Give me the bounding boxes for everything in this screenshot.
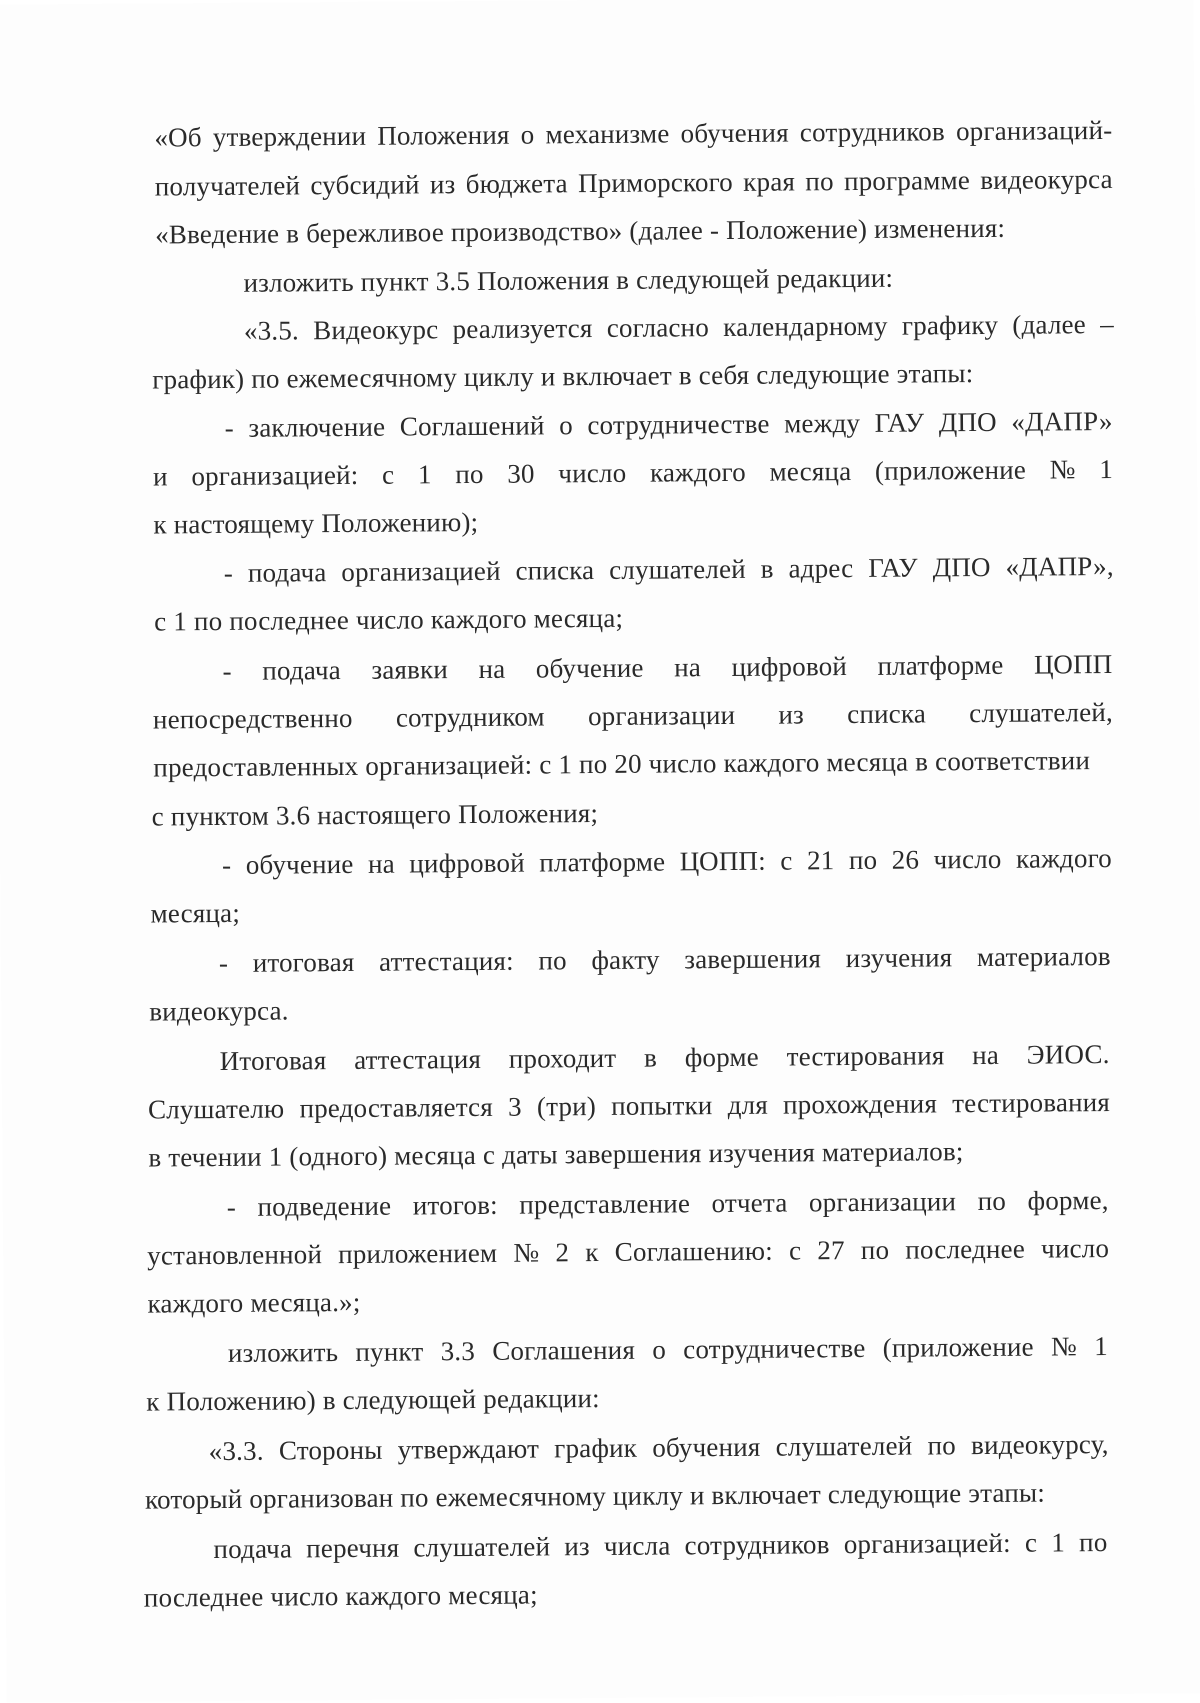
word: материалов — [976, 940, 1111, 973]
word: - — [224, 412, 235, 443]
word: № — [1049, 454, 1076, 485]
word: получателей — [154, 170, 301, 202]
word: ЦОПП: — [679, 845, 766, 877]
word: форме, — [1027, 1185, 1109, 1216]
text-line — [222, 840, 1112, 883]
word: - — [226, 1191, 237, 1222]
word: 1 — [1099, 453, 1114, 485]
word: числа — [603, 1530, 671, 1561]
text-line — [227, 1182, 1109, 1225]
word: в — [760, 553, 774, 584]
text-line — [155, 161, 1113, 205]
word: механизме — [545, 118, 670, 150]
word: утверждают — [397, 1433, 540, 1465]
word: с — [381, 459, 395, 490]
word: - — [218, 947, 229, 978]
word: изложить — [227, 1337, 339, 1368]
word: подача — [247, 557, 327, 588]
word: 1 — [1051, 1527, 1066, 1558]
text-line — [153, 694, 1113, 738]
word: итоговая — [252, 946, 355, 978]
word: обучения — [680, 117, 789, 149]
word: тестирования — [952, 1087, 1111, 1119]
word: из — [564, 1531, 590, 1562]
word: установленной — [147, 1239, 323, 1271]
word: из — [429, 169, 456, 200]
word: - — [223, 557, 234, 588]
word: по — [1078, 1527, 1108, 1558]
word: по — [848, 844, 878, 876]
word: цифровой — [409, 847, 525, 879]
word: каждого — [1015, 842, 1113, 874]
word: отчета — [711, 1187, 788, 1219]
word: платформе — [539, 846, 666, 878]
word: (три) — [536, 1091, 597, 1122]
word: тестирования — [786, 1040, 945, 1072]
word: графику — [901, 309, 999, 341]
text-line: график) по ежемесячному циклу и включает в себя следующие этапы: — [152, 358, 974, 395]
word: организацией: — [191, 459, 359, 492]
word: ДПО — [932, 551, 991, 583]
word: подведение — [257, 1190, 392, 1222]
text-line: изложить пункт 3.5 Положения в следующей редакции: — [243, 262, 894, 298]
text-line — [209, 1426, 1109, 1469]
word: число — [933, 843, 1002, 875]
word: с — [780, 845, 793, 876]
word: на — [674, 652, 702, 683]
word: 3 — [507, 1091, 522, 1122]
word: сотрудником — [395, 701, 545, 733]
word: адрес — [788, 553, 854, 584]
word: - — [222, 655, 232, 686]
word: (приложение — [882, 1331, 1034, 1363]
text-line — [147, 1230, 1109, 1274]
word: между — [784, 407, 861, 439]
word: реализуется — [452, 313, 593, 345]
word: № — [513, 1237, 540, 1268]
word: - — [221, 849, 232, 880]
word: Приморского — [577, 166, 734, 199]
word: по — [860, 1234, 890, 1265]
word: «Об — [154, 122, 202, 153]
text-line — [220, 1036, 1110, 1079]
word: число — [1040, 1233, 1110, 1264]
word: по — [927, 1430, 957, 1461]
text-line: в течении 1 (одного) месяца с даты завершения изучения материалов; — [148, 1136, 964, 1173]
word: «3.5. — [243, 315, 300, 346]
word: слушателей — [609, 553, 746, 585]
word: и — [152, 461, 168, 492]
word: 1 — [1094, 1331, 1109, 1362]
text-line — [153, 451, 1113, 495]
word: перечня — [306, 1532, 400, 1564]
text-line — [244, 306, 1114, 349]
word: месяца — [769, 456, 852, 487]
word: аттестация — [354, 1043, 482, 1075]
word: сотрудничестве — [683, 1332, 866, 1365]
word: Итоговая — [219, 1045, 327, 1076]
word: ЭИОС. — [1026, 1039, 1110, 1070]
word: слушателей, — [969, 696, 1114, 729]
word: 21 — [806, 845, 835, 876]
word: сотрудников — [684, 1529, 830, 1561]
word: Видеокурс — [313, 314, 439, 346]
word: завершения — [684, 943, 822, 975]
word: представление — [519, 1188, 691, 1220]
word: на — [972, 1039, 1000, 1071]
text-line — [225, 403, 1113, 446]
word: по — [455, 458, 484, 490]
word: сотрудничестве — [587, 408, 770, 441]
word: о — [652, 1334, 667, 1365]
text-line: к Положению) в следующей редакции: — [146, 1383, 600, 1417]
word: на — [367, 848, 395, 879]
text-line: который организован по ежемесячному циклу и включает следующие этапы: — [144, 1477, 1046, 1515]
word: 30 — [507, 458, 535, 489]
word: с — [788, 1235, 802, 1266]
word: организации — [808, 1186, 957, 1218]
word: организацией: — [843, 1527, 1011, 1560]
word: с — [1024, 1527, 1038, 1558]
text-line: каждого месяца.»; — [147, 1286, 361, 1319]
text-line — [213, 1524, 1107, 1567]
word: подача — [213, 1533, 293, 1565]
word: обучение — [535, 652, 644, 684]
word: Слушателю — [147, 1093, 285, 1125]
word: края — [743, 166, 796, 197]
word: из — [778, 699, 805, 730]
word: аттестация: — [378, 945, 514, 977]
word: программе — [843, 165, 971, 197]
word: Положения — [377, 119, 510, 151]
text-line: к настоящему Положению); — [153, 506, 479, 540]
word: заявки — [371, 654, 449, 685]
word: по — [538, 945, 567, 976]
word: на — [478, 653, 506, 684]
word: слушателей — [413, 1531, 551, 1563]
text-line — [148, 1084, 1110, 1128]
word: «3.3. — [208, 1435, 264, 1467]
word: видеокурса — [980, 163, 1113, 195]
word: изучения — [845, 942, 953, 974]
word: цифровой — [731, 651, 848, 682]
word: по — [977, 1185, 1007, 1217]
word: субсидий — [310, 169, 420, 201]
word: слушателей — [775, 1430, 913, 1462]
word: по — [805, 166, 834, 197]
word: в — [643, 1042, 658, 1073]
word: к — [585, 1237, 599, 1268]
word: Соглашений — [399, 410, 545, 442]
word: сотрудников — [799, 116, 946, 148]
word: организаций- — [955, 114, 1113, 147]
word: (приложение — [874, 454, 1027, 486]
word: списка — [515, 555, 595, 586]
text-line — [219, 938, 1111, 981]
text-line: с 1 по последнее число каждого месяца; — [154, 602, 624, 637]
text-line: месяца; — [150, 897, 241, 929]
text-line: с пунктом 3.6 настоящего Положения; — [151, 798, 599, 832]
word: ДПО — [938, 406, 997, 438]
word: 2 — [555, 1237, 570, 1268]
word: о — [559, 410, 573, 441]
text-line: видеокурса. — [149, 995, 289, 1027]
word: Соглашения — [492, 1334, 636, 1366]
word: календарному — [723, 310, 888, 343]
word: организации — [587, 699, 736, 732]
word: каждого — [649, 456, 747, 488]
word: последнее — [905, 1233, 1026, 1265]
text-line — [222, 646, 1112, 689]
word: попытки — [611, 1090, 713, 1121]
word: Соглашению: — [614, 1235, 774, 1267]
word: списка — [847, 698, 927, 730]
word: ГАУ — [874, 407, 925, 438]
word: 3.3 — [440, 1335, 476, 1367]
word: организацией — [341, 555, 501, 588]
word: для — [727, 1089, 768, 1121]
word: «ДАПР», — [1005, 550, 1114, 582]
text-line — [224, 548, 1114, 591]
word: видеокурсу, — [970, 1429, 1109, 1461]
word: № — [1050, 1331, 1078, 1362]
word: обучение — [245, 848, 354, 880]
word: подача — [262, 655, 342, 686]
word: ГАУ — [868, 552, 918, 583]
word: платформе — [877, 649, 1004, 681]
word: факту — [591, 944, 660, 976]
word: утверждении — [212, 120, 367, 153]
word: 1 — [417, 459, 432, 490]
word: 26 — [891, 844, 920, 875]
word: ЦОПП — [1033, 648, 1113, 680]
word: о — [520, 119, 535, 150]
text-line — [154, 112, 1112, 156]
word: число — [558, 457, 627, 489]
text-line: «Введение в бережливое производство» (далее - Положение) изменения: — [155, 212, 1006, 250]
word: график — [554, 1432, 638, 1464]
word: – — [1100, 308, 1114, 340]
word: пункт — [355, 1336, 424, 1367]
word: (далее — [1012, 309, 1087, 340]
word: согласно — [606, 312, 710, 343]
word: заключение — [248, 411, 386, 443]
text-line — [228, 1328, 1108, 1371]
word: форме — [684, 1041, 760, 1073]
word: Стороны — [278, 1434, 383, 1466]
word: 27 — [817, 1235, 845, 1266]
text-line: предоставленных организацией: с 1 по 20 число каждого месяца в соответствии — [153, 745, 1091, 783]
word: прохождения — [782, 1088, 938, 1120]
word: приложением — [338, 1237, 498, 1270]
word: непосредственно — [152, 702, 353, 735]
word: предоставляется — [299, 1091, 493, 1124]
word: обучения — [652, 1431, 761, 1463]
word: итогов: — [412, 1189, 498, 1221]
word: бюджета — [465, 168, 568, 200]
word: проходит — [508, 1042, 617, 1074]
text-line: последнее число каждого месяца; — [143, 1579, 538, 1613]
word: «ДАПР» — [1011, 405, 1113, 437]
